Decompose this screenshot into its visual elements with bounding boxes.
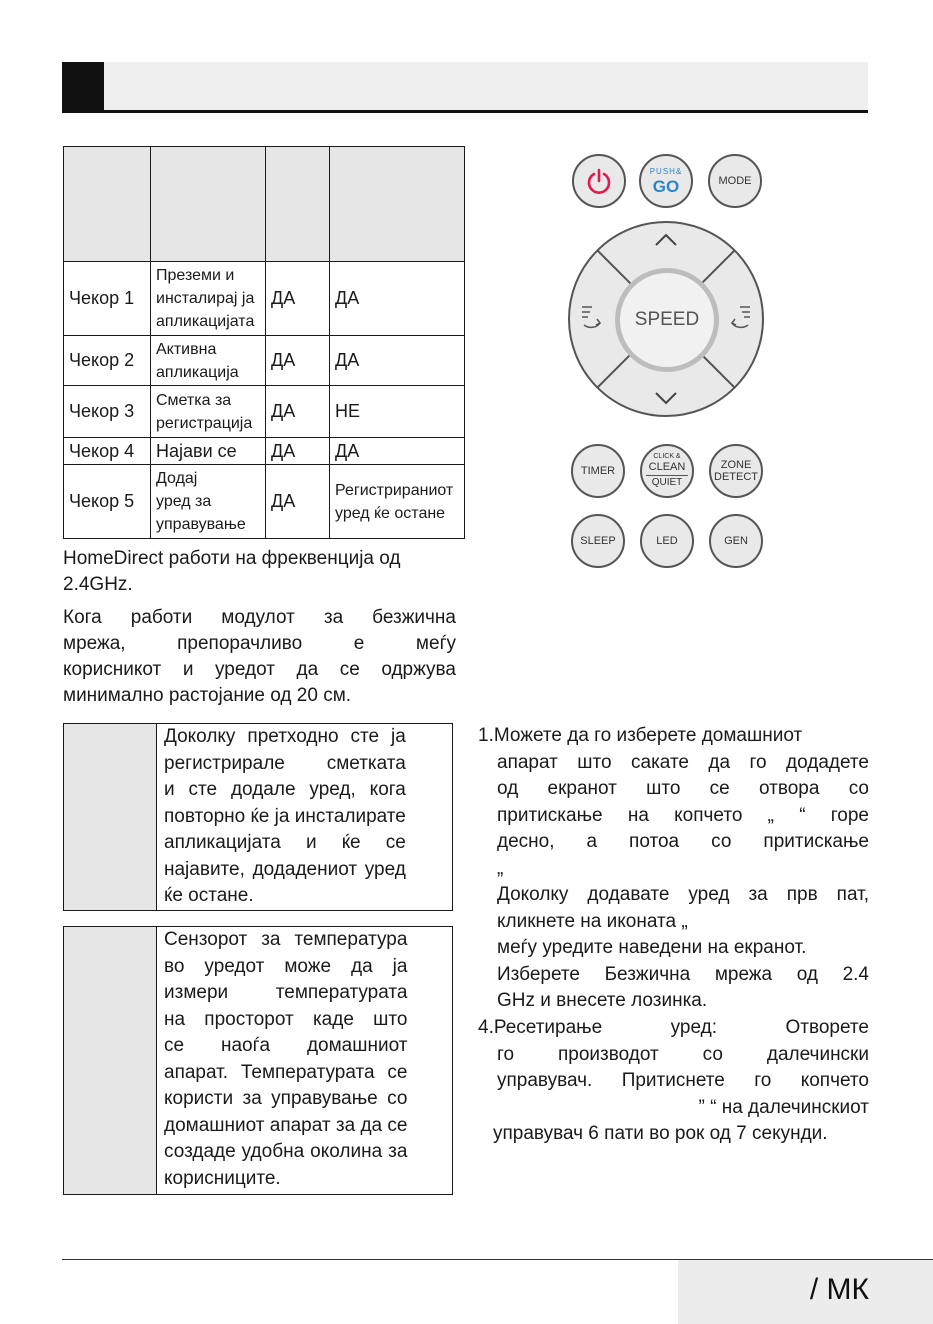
header-cell xyxy=(266,147,330,262)
table-row xyxy=(64,262,465,336)
click-clean-divider xyxy=(646,475,688,476)
led-label: LED xyxy=(656,535,678,547)
remote-control xyxy=(560,148,780,578)
col3-cell: ДА xyxy=(266,386,330,438)
step-cell: Чекор 5 xyxy=(64,465,151,539)
section-header-bar xyxy=(104,62,868,112)
distance-text: Кога работи модулот за безжична мрежа, препорачливо е меѓу корисникот и уредот да се одржува минимално растојание од 20 см. xyxy=(63,607,456,706)
note-text: Сензорот за температура во уредот може да ја измери температурата на просторот каде што се наоѓа домашниот апарат. Температурата се користи за управување со домашниот апарат за да се создаде удобна околина за корисниците. xyxy=(164,929,408,1189)
footer-rule xyxy=(62,1259,933,1260)
click-clean-label-top: CLICK & xyxy=(653,453,681,460)
step-cell: Чекор 3 xyxy=(64,386,151,438)
instruction-line: 1.Можете да го изберете домашниот xyxy=(478,725,803,746)
table-row xyxy=(64,438,465,465)
note-sidebar xyxy=(64,927,157,1194)
push-go-button[interactable] xyxy=(639,154,693,208)
note-box-account xyxy=(63,723,453,911)
timer-label: TIMER xyxy=(580,465,616,477)
down-arrow-icon[interactable] xyxy=(654,391,678,405)
speed-label: SPEED xyxy=(634,309,700,330)
power-button[interactable] xyxy=(572,154,626,208)
instruction-body: го производот со далечински управувач. Притиснете го копчето ” “ на далечинскиот xyxy=(497,1043,869,1118)
click-clean-button[interactable] xyxy=(640,444,694,498)
table-row xyxy=(64,336,465,386)
push-go-label: GO xyxy=(652,177,680,196)
note-box-sensor xyxy=(63,926,453,1195)
timer-button[interactable] xyxy=(571,444,625,498)
header-cell xyxy=(151,147,266,262)
led-button[interactable] xyxy=(640,514,694,568)
col3-cell: ДА xyxy=(266,465,330,539)
mode-button[interactable] xyxy=(708,154,762,208)
note-sidebar xyxy=(64,724,157,910)
detect-label: DETECT xyxy=(714,471,758,483)
col3-cell: ДА xyxy=(266,336,330,386)
step-cell: Чекор 2 xyxy=(64,336,151,386)
push-go-label-top: PUSH& xyxy=(649,167,683,176)
action-cell: Преземи и инсталирај ја апликацијата xyxy=(151,262,266,336)
direction-ring[interactable] xyxy=(568,221,764,417)
steps-table xyxy=(63,146,465,539)
zone-label: ZONE xyxy=(720,459,752,471)
instruction-item-1 xyxy=(478,723,869,1015)
col4-cell: Регистрираниот уред ќе остане xyxy=(330,465,465,539)
quiet-label: QUIET xyxy=(651,477,683,488)
instruction-line: управувач 6 пати во рок од 7 секунди. xyxy=(493,1123,828,1144)
mode-label: MODE xyxy=(718,175,752,187)
click-clean-label: CLEAN xyxy=(648,461,686,473)
col3-cell: ДА xyxy=(266,262,330,336)
step-cell: Чекор 4 xyxy=(64,438,151,465)
gen-label: GEN xyxy=(724,535,748,547)
rotate-right-icon[interactable] xyxy=(728,303,754,333)
section-header-marker xyxy=(62,62,104,112)
table-row xyxy=(64,386,465,438)
frequency-text: HomeDirect работи на фреквенција од 2.4GHz. xyxy=(63,548,401,595)
speed-button[interactable] xyxy=(615,268,719,372)
footer-language-label: / МК xyxy=(809,1273,869,1306)
gen-button[interactable] xyxy=(709,514,763,568)
action-cell: Сметка за регистрација xyxy=(151,386,266,438)
action-cell: Додај уред за управување xyxy=(151,465,266,539)
table-row xyxy=(64,465,465,539)
power-icon xyxy=(584,166,614,196)
note-text: Доколку претходно сте ја регистрирале сметката и сте додале уред, кога повторно ќе ја инсталирате апликацијата и ќе се најавите, додадениот уред ќе остане. xyxy=(164,726,406,906)
action-cell: Активна апликација xyxy=(151,336,266,386)
instruction-line: 4.Ресетирање уред: Отворете xyxy=(478,1017,869,1038)
col4-cell: ДА xyxy=(330,336,465,386)
col4-cell: ДА xyxy=(330,438,465,465)
col3-cell: ДА xyxy=(266,438,330,465)
action-cell: Најави се xyxy=(151,438,266,465)
col4-cell: ДА xyxy=(330,262,465,336)
rotate-left-icon[interactable] xyxy=(578,303,604,333)
instruction-item-4 xyxy=(478,1015,869,1148)
zone-detect-button[interactable] xyxy=(709,444,763,498)
table-header-row xyxy=(64,147,465,262)
sleep-label: SLEEP xyxy=(580,535,616,547)
col4-cell: НЕ xyxy=(330,386,465,438)
header-cell xyxy=(330,147,465,262)
sleep-button[interactable] xyxy=(571,514,625,568)
section-header-rule xyxy=(62,110,868,113)
up-arrow-icon[interactable] xyxy=(654,233,678,247)
footer-box xyxy=(678,1260,933,1324)
header-cell xyxy=(64,147,151,262)
step-cell: Чекор 1 xyxy=(64,262,151,336)
instruction-body: апарат што сакате да го додадете од екранот што се отвора со притискање на копчето „ “ горе десно, а потоа со притискање „ Доколку додавате уред за прв пат, кликнете на иконата „ меѓу уредите наведени на екранот. Изберете Безжична мрежа од 2.4 GHz и внесете лозинка. xyxy=(497,751,869,1011)
